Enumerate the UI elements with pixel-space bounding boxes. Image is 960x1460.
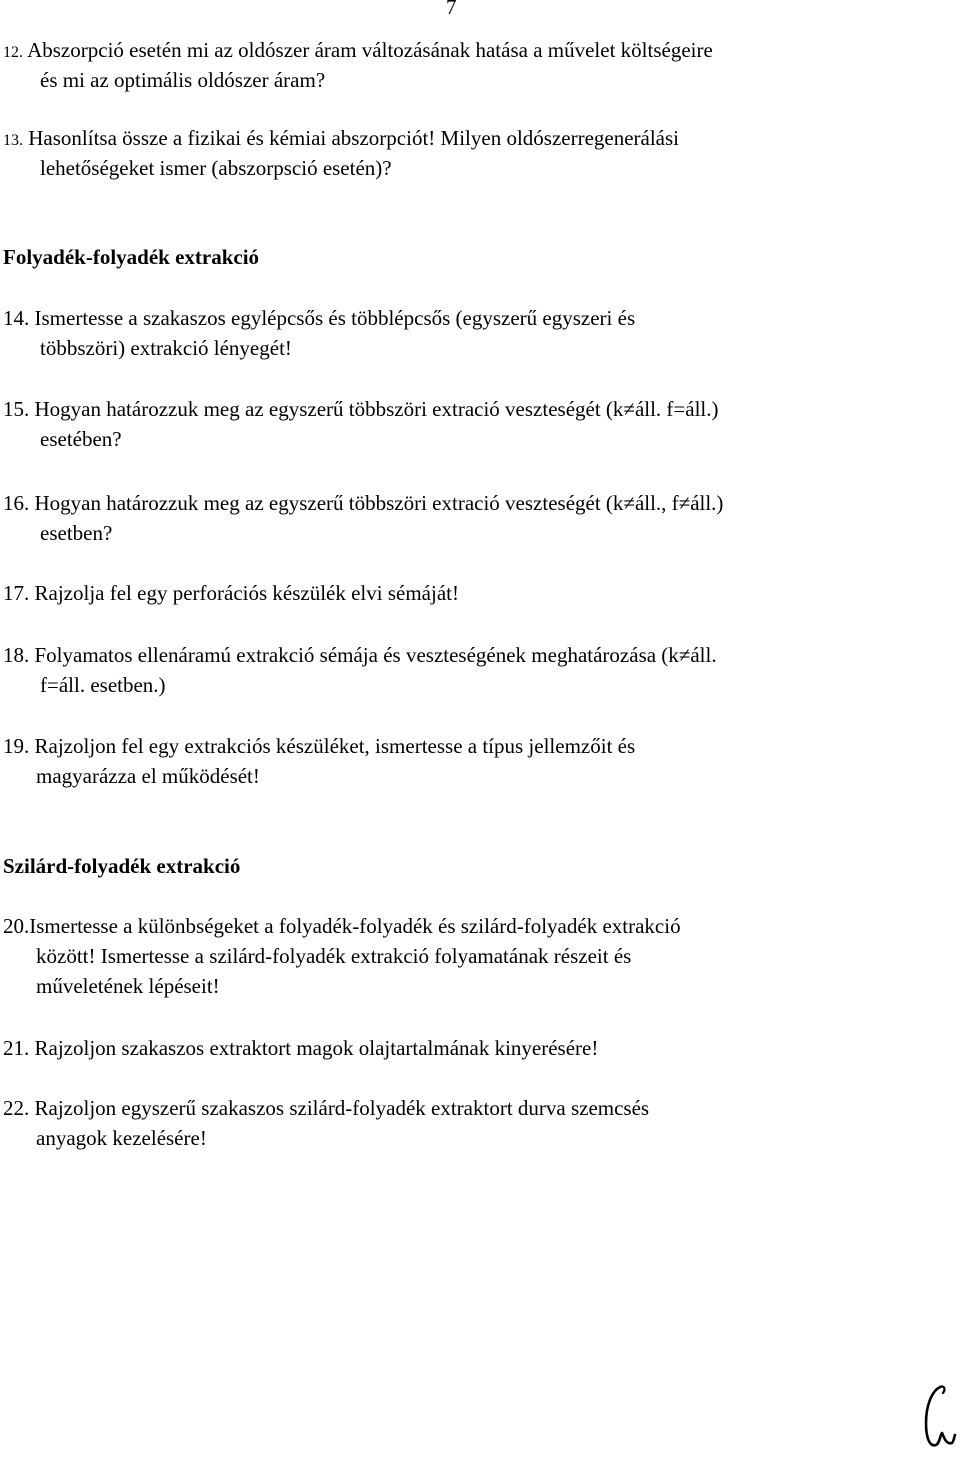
- question-21-line-1: 21. Rajzoljon szakaszos extraktort magok olajtartalmának kinyerésére!: [3, 1036, 599, 1060]
- question-18-line-1: 18. Folyamatos ellenáramú extrakció sémája és veszteségének meghatározása (k≠áll.: [3, 643, 717, 667]
- question-20-line-3: műveletének lépéseit!: [36, 974, 220, 998]
- question-12-number: 12.: [3, 44, 23, 61]
- question-14-line-2: többszöri) extrakció lényegét!: [40, 336, 292, 360]
- question-15-line-1: 15. Hogyan határozzuk meg az egyszerű többszöri extració veszteségét (k≠áll. f=áll.): [3, 397, 719, 421]
- question-20-line-2: között! Ismertesse a szilárd-folyadék extrakció folyamatának részeit és: [36, 944, 632, 968]
- question-12-text-1: Abszorpció esetén mi az oldószer áram változásának hatása a művelet költségeire: [27, 38, 713, 62]
- question-12-line-2: és mi az optimális oldószer áram?: [40, 68, 326, 92]
- question-13-number: 13.: [3, 132, 23, 149]
- section-title-solid-liquid: Szilárd-folyadék extrakció: [3, 854, 241, 878]
- question-16-line-2: esetben?: [40, 521, 113, 545]
- question-13-text-1: Hasonlítsa össze a fizikai és kémiai abszorpciót! Milyen oldószerregenerálási: [28, 126, 680, 150]
- handwritten-signature-icon: [918, 1383, 958, 1453]
- question-13-line-1: [3, 125, 679, 154]
- question-16-line-1: 16. Hogyan határozzuk meg az egyszerű többszöri extració veszteségét (k≠áll., f≠áll.): [3, 491, 724, 515]
- question-19-line-1: 19. Rajzoljon fel egy extrakciós készüléket, ismertesse a típus jellemzőit és: [3, 734, 636, 758]
- question-15-line-2: esetében?: [40, 427, 122, 451]
- question-18-line-2: f=áll. esetben.): [40, 673, 166, 697]
- question-22-line-1: 22. Rajzoljon egyszerű szakaszos szilárd-folyadék extraktort durva szemcsés: [3, 1096, 650, 1120]
- question-13-line-2: lehetőségeket ismer (abszorpsció esetén)?: [40, 156, 392, 180]
- question-19-line-2: magyarázza el működését!: [36, 764, 260, 788]
- question-17-line-1: 17. Rajzolja fel egy perforációs készülék elvi sémáját!: [3, 581, 459, 605]
- question-22-line-2: anyagok kezelésére!: [36, 1126, 207, 1150]
- page-number: 7: [446, 0, 457, 19]
- question-12-line-1: [3, 37, 713, 66]
- question-20-line-1: 20.Ismertesse a különbségeket a folyadék-folyadék és szilárd-folyadék extrakció: [3, 914, 681, 938]
- section-title-liquid-liquid: Folyadék-folyadék extrakció: [3, 245, 260, 269]
- question-14-line-1: 14. Ismertesse a szakaszos egylépcsős és többlépcsős (egyszerű egyszeri és: [3, 306, 636, 330]
